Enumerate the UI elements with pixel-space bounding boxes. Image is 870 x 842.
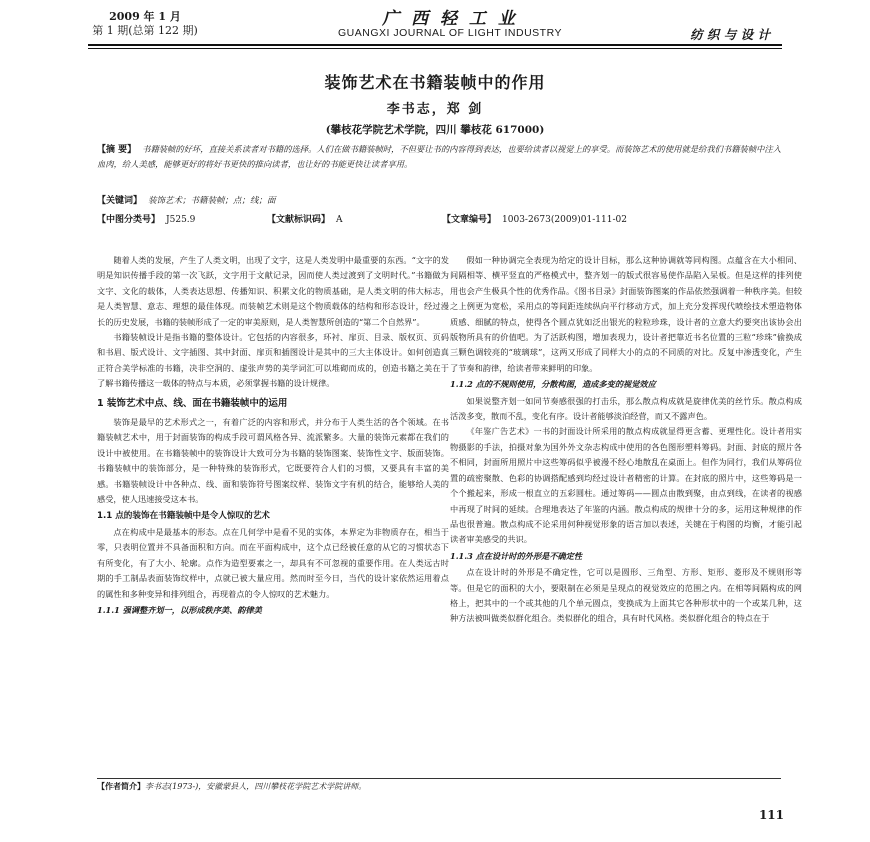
article-title: 装饰艺术在书籍装帧中的作用 (324, 73, 546, 92)
right-column (450, 253, 802, 627)
article-no-value: 1003-2673(2009)01-111-02 (502, 215, 627, 225)
subsubsection-heading: 1.1.2 点的不规则使用，分散构图，造成多变的视觉效应 (450, 379, 656, 390)
journal-title-en: GUANGXI JOURNAL OF LIGHT INDUSTRY (337, 27, 562, 39)
author-affiliation: (攀枝花学院艺术学院，四川 攀枝花 617000) (325, 124, 545, 136)
header-rule (88, 44, 782, 46)
keywords-label: 【关键词】 (97, 196, 143, 206)
footnote-label: 【作者简介】 (97, 781, 145, 791)
paragraph: 装饰是最早的艺术形式之一，有着广泛的内容和形式，并分布于人类生活的各个领域。在书籍装帧艺术中，用于封面装饰的构成手段可谓风格各异、流派繁多。大量的装饰元素都在我们的设计中被使用。在书籍装帧中的装饰设计大致可分为书籍的装饰图案、装饰性文字、版面装饰。书籍装帧中的装饰部分，是一种特殊的装饰形式，它既要符合人们的习惯，又要具有丰富的美感。书籍装帧设计中各种点、线、面和装饰符号图案纹样、装饰文字有机的结合，能够给人美的感受，使人迅速接受这本书。 (97, 417, 449, 505)
footnote-text: 李书志(1973-)，安徽蒙县人，四川攀枝花学院艺术学院讲师。 (145, 782, 367, 791)
section-heading: 1 装饰艺术中点、线、面在书籍装帧中的运用 (97, 397, 288, 409)
subsection-heading: 1.1 点的装饰在书籍装帧中是令人惊叹的艺术 (97, 510, 270, 521)
keywords-text: 装饰艺术；书籍装帧；点；线；面 (148, 196, 276, 206)
footnote-rule (97, 778, 781, 779)
issue-info (80, 10, 210, 38)
clc-value: J525.9 (166, 215, 196, 225)
paragraph: 随着人类的发展，产生了人类文明，出现了文字，这是人类发明中最重要的东西。“文字的发明是知识传播手段的第一次飞跃，文字用于文献记录，因而使人类过渡到了文明时代。”书籍做为文字、文化的载体，人类表达思想、传播知识、积累文化的物质基础，是人类文明的伟大标志，是人类智慧、意志、理想的最佳体现。而装帧艺术则是这个物质载体的结构和形态设计，经过漫长的历史发展，书籍的装帧形成了一定的审美原则，是人类智慧所创造的“第二个自然界”。 (97, 255, 449, 327)
abstract-text: 书籍装帧的好坏，直接关系读者对书籍的选择。人们在做书籍装帧时，不但要让书的内容得到表达，也要给读者以视觉上的享受。而装饰艺术的使用就是给我们书籍装帧中注入血肉，给人美感，能够更好的将好书更快的推向读者，也让好的书能更快让读者享用。 (97, 144, 782, 169)
abstract (97, 143, 781, 171)
journal-title-cn: 广 西 轻 工 业 (382, 9, 518, 29)
clc-label: 【中图分类号】 (97, 215, 161, 225)
paragraph: 书籍装帧设计是指书籍的整体设计。它包括的内容很多，环衬、扉页、目录、版权页、页码和书眉、版式设计、文字插图、其中封面、扉页和插图设计是其中的三大主体设计。如何创造真正符合美学标准的书籍，决非空洞的、虚张声势的美学词汇可以堆砌而成的，创造书籍之美在于了解书籍传播这一载体的特点与本质，必须掌握书籍的设计规律。 (97, 332, 449, 389)
subsubsection-heading: 1.1.3 点在设计时的外形是不确定性 (450, 550, 583, 561)
paragraph: 《年鉴广告艺术》一书的封面设计所采用的散点构成就显得更含蓄、更理性化。设计者用实物摄影的手法，拍摄对象为国外外文杂志构成中使用的各色图形塑料筹码。封面、封底的照片各不相同，封面所用照片中这些筹码似乎被漫不经心地散乱在桌面上。但作为同行，我们从筹码位置的疏密聚散、色彩的协调搭配感到均经过设计者精密的计算。在封底的照片中，这些筹码是一个个搬起来，形成一根直立的五彩圆柱。通过筹码——圆点由散到聚，由点到线，在读者的视感中再现了时间的延续。合理地表达了年鉴的内涵。散点构成的规律十分的多，运用这种规律的作品也很普遍。散点构成不论采用何种视觉形象的语言加以表述，关键在于构图的均衡，才能引起读者审美感受的共识。 (450, 426, 802, 545)
author-footnote (97, 781, 781, 792)
subsubsection-heading: 1.1.1 强调整齐划一，以形成秩序美、韵律美 (97, 604, 262, 615)
abstract-label: 【摘 要】 (97, 145, 137, 155)
paragraph: 如果说整齐划一如同节奏感很强的打击乐，那么散点构成就是旋律优美的丝竹乐。散点构成活泼多变，散而不乱，变化有序。设计者能够淡泊经营，而又不露声色。 (450, 395, 802, 422)
paragraph: 点在设计时的外形是不确定性，它可以是圆形、三角型、方形、矩形、菱形及不规则形等等。但是它的面积的大小，要限制在必须是呈现点的视觉效应的范围之内。在相等间隔构成的网格上，把其中的一个或其他的几个单元圆点，变换成为上面其它各种形状中的一个或某几种，这种方法被叫做类似群化组合。类似群化的组合，具有时代风格。类似群化组合的特点在于 (450, 567, 802, 624)
doc-code-label: 【文献标识码】 (267, 215, 331, 225)
article-authors: 李书志，郑 剑 (386, 102, 484, 117)
article-no-label: 【文章编号】 (442, 215, 497, 225)
paragraph: 假如一种协调完全表现为给定的设计目标，那么这种协调就等同构图。点蕴含在大小相同、间隔相等、横平竖直的严格模式中，整齐划一的版式很容易使作品陷入呆板。但是这样的排列使用也会产生极具个性的优秀作品。《图书目录》封面装饰图案的作品依然强调着一种秩序美。但较之上例更为宽松，采用点的等间距连续纵向平行移动方式，加上充分发挥现代喷绘技术塑造物体质感、细腻的特点，使得各个圆点犹如泛出银光的粒粒珍珠，设计者的立意大约要突出该协会出版物所具有的价值吧。为了活跃构图，增加表现力，设计者把靠近书名位置的三粒“珍珠”偷换成三颗色调较亮的“玻璃球”，这两又形成了同样大小的点的不同质的对比。反复中渗透变化，产生了节奏和韵律，给读者带来鲜明的印象。 (450, 255, 802, 373)
left-column (97, 253, 449, 619)
issue-date: 2009 年 1 月 (109, 10, 181, 23)
journal-section: 纺 织 与 设 计 (690, 27, 770, 42)
page-number: 111 (758, 808, 784, 822)
doc-code-value: A (336, 215, 343, 225)
issue-number: 第 1 期(总第 122 期) (92, 24, 198, 37)
paragraph: 点在构成中是最基本的形态。点在几何学中是看不见的实体，本界定为非物质存在，相当于零，只表明位置并不具备面积和方向。而在平面构成中，这个点已经被任意的从它的习惯状态下有所变化，有了大小、轮廓。点作为造型要素之一，却具有不可忽视的重要作用。在人类远古时期的手工制品表面装饰纹样中，点就已被大量应用。然而时至今日，当代的设计家依然运用着点的属性和多种变异和排列组合，再现着点的令人惊叹的艺术魅力。 (97, 526, 449, 599)
header-rule-thin (88, 48, 782, 49)
keywords (97, 193, 781, 206)
